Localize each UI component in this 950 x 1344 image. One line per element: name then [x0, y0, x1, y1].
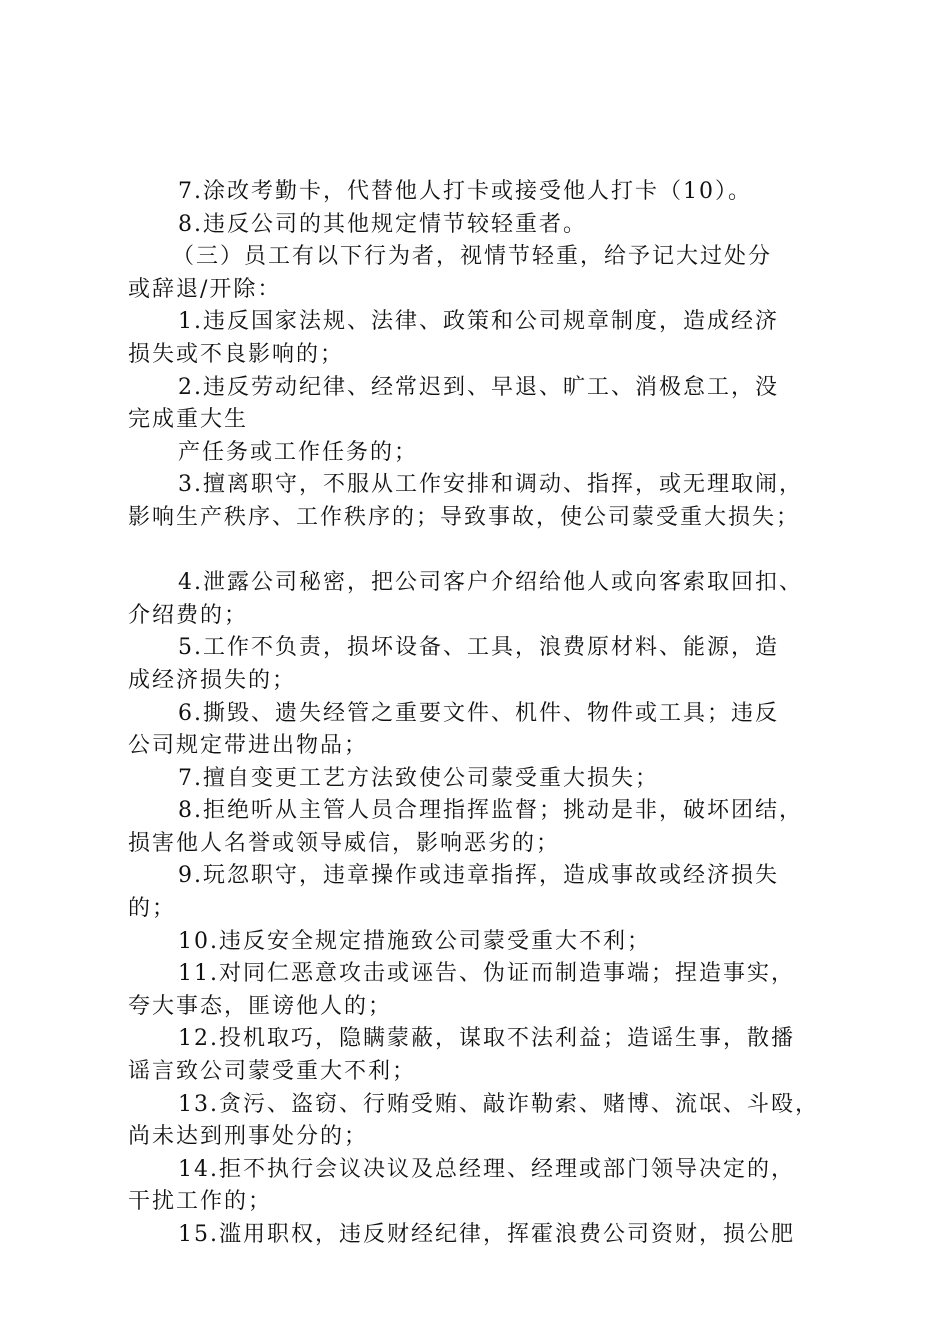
blank-line [128, 535, 838, 568]
text-line: 5.工作不负责，损坏设备、工具，浪费原材料、能源，造 [178, 635, 779, 661]
text-line: 1.违反国家法规、法律、政策和公司规章制度，造成经济 [178, 309, 779, 335]
text-line: 4.泄露公司秘密，把公司客户介绍给他人或向客索取回扣、 [178, 570, 803, 596]
text-line: 损失或不良影响的； [128, 341, 345, 367]
text-line: 的； [128, 896, 177, 922]
text-line: 8.拒绝听从主管人员合理指挥监督；挑动是非，破坏团结， [178, 798, 803, 824]
text-line: 7.涂改考勤卡，代替他人打卡或接受他人打卡（10）。 [178, 179, 752, 204]
text-line: 14.拒不执行会议决议及总经理、经理或部门领导决定的， [178, 1156, 795, 1182]
text-line: 12.投机取巧，隐瞒蒙蔽，谋取不法利益；造谣生事，散播 [178, 1026, 795, 1052]
text-line: 10.违反安全规定措施致公司蒙受重大不利； [178, 928, 651, 954]
text-line: 公司规定带进出物品； [128, 733, 369, 759]
text-line: 15.滥用职权，违反财经纪律，挥霍浪费公司资财，损公肥 [178, 1222, 795, 1247]
text-line: 9.玩忽职守，违章操作或违章指挥，造成事故或经济损失 [178, 863, 779, 889]
text-line: 成经济损失的； [128, 667, 297, 693]
text-line: 3.擅离职守，不服从工作安排和调动、指挥，或无理取闹， [178, 472, 803, 498]
text-line: 夸大事态，匪谤他人的； [128, 993, 393, 1019]
text-line: 影响生产秩序、工作秩序的；导致事故，使公司蒙受重大损失； [128, 504, 801, 530]
text-line: 2.违反劳动纪律、经常迟到、早退、旷工、消极怠工，没 [178, 374, 779, 400]
text-line: 谣言致公司蒙受重大不利； [128, 1059, 417, 1085]
text-line: 损害他人名誉或领导威信，影响恶劣的； [128, 830, 561, 856]
text-line: 介绍费的； [128, 602, 249, 628]
document-body [128, 176, 838, 1252]
text-line: 产任务或工作任务的； [178, 439, 419, 465]
section-heading: （三）员工有以下行为者，视情节轻重，给予记大过处分 [172, 244, 773, 270]
text-line: 7.擅自变更工艺方法致使公司蒙受重大损失； [178, 765, 659, 791]
text-line: 或辞退/开除： [128, 276, 282, 302]
text-line: 完成重大生 [128, 407, 249, 433]
text-line: 6.撕毁、遗失经管之重要文件、机件、物件或工具；违反 [178, 700, 779, 726]
text-line: 干扰工作的； [128, 1189, 273, 1215]
text-line: 尚未达到刑事处分的； [128, 1124, 369, 1150]
text-line: 11.对同仁恶意攻击或诬告、伪证而制造事端；捏造事实， [178, 961, 795, 987]
text-line: 8.违反公司的其他规定情节较轻重者。 [178, 211, 587, 237]
text-line: 13.贪污、盗窃、行贿受贿、敲诈勒索、赌博、流氓、斗殴， [178, 1091, 819, 1117]
